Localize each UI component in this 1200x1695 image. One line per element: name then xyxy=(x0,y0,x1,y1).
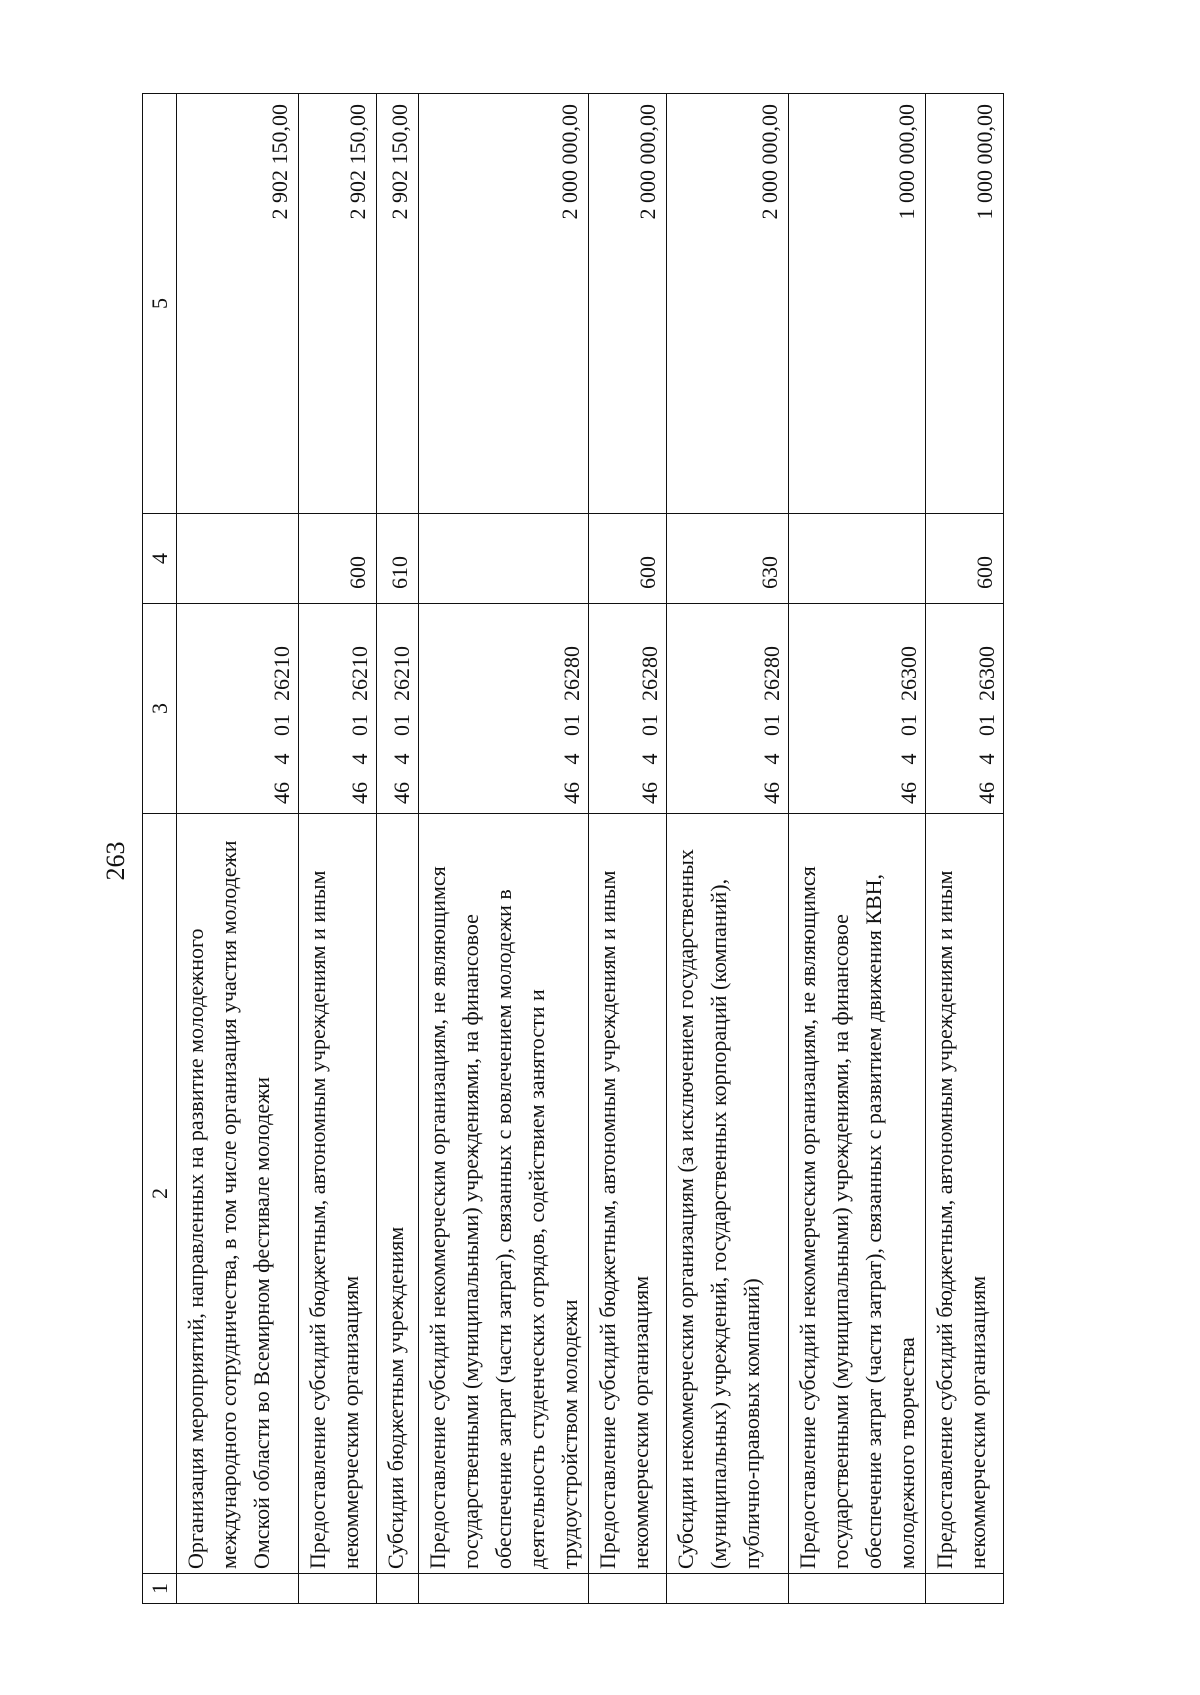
table-row xyxy=(589,94,667,1604)
header-col-2: 2 xyxy=(143,814,177,1574)
row-name: Предоставление субсидий некоммерческим организациям, не являющимся государственными (муниципальными) учреждениями, на финансовое обеспечение затрат (части затрат), связанных с вовлечением молодежи в деятельность студенческих отрядов, содействием занятости и трудоустройством молодежи xyxy=(419,814,589,1574)
code-part-4: 26280 xyxy=(637,646,662,701)
code-part-1: 46 xyxy=(559,782,584,804)
row-code xyxy=(419,604,589,814)
code-part-3: 01 xyxy=(269,714,294,736)
code-part-4: 26210 xyxy=(269,646,294,701)
row-code xyxy=(926,604,1004,814)
row-sum: 2 902 150,00 xyxy=(177,94,299,514)
row-type: 610 xyxy=(377,514,419,604)
table-row xyxy=(789,94,926,1604)
row-number xyxy=(926,1574,1004,1604)
row-name: Предоставление субсидий бюджетным, автономным учреждениям и иным некоммерческим организациям xyxy=(299,814,377,1574)
row-sum: 1 000 000,00 xyxy=(926,94,1004,514)
row-sum: 1 000 000,00 xyxy=(789,94,926,514)
code-part-2: 4 xyxy=(389,753,414,765)
code-part-3: 01 xyxy=(347,714,372,736)
code-part-2: 4 xyxy=(637,753,662,765)
row-type: 600 xyxy=(299,514,377,604)
header-col-4: 4 xyxy=(143,514,177,604)
row-number xyxy=(589,1574,667,1604)
code-part-2: 4 xyxy=(759,753,784,765)
code-part-1: 46 xyxy=(269,782,294,804)
row-number xyxy=(789,1574,926,1604)
row-number xyxy=(419,1574,589,1604)
row-sum: 2 000 000,00 xyxy=(419,94,589,514)
row-code xyxy=(177,604,299,814)
row-type xyxy=(789,514,926,604)
table-body xyxy=(177,94,1004,1604)
code-part-3: 01 xyxy=(974,714,999,736)
row-name: Предоставление субсидий бюджетным, автономным учреждениям и иным некоммерческим организациям xyxy=(926,814,1004,1574)
row-code xyxy=(589,604,667,814)
header-col-5: 5 xyxy=(143,94,177,514)
code-part-1: 46 xyxy=(637,782,662,804)
row-number xyxy=(177,1574,299,1604)
row-code xyxy=(377,604,419,814)
row-name: Организация мероприятий, направленных на развитие молодежного международного сотрудничества, в том числе организация участия молодежи Омской области во Всемирном фестивале молодежи xyxy=(177,814,299,1574)
row-sum: 2 902 150,00 xyxy=(299,94,377,514)
code-part-1: 46 xyxy=(974,782,999,804)
code-part-4: 26210 xyxy=(389,646,414,701)
row-type: 600 xyxy=(589,514,667,604)
code-part-2: 4 xyxy=(896,753,921,765)
code-part-1: 46 xyxy=(389,782,414,804)
row-code xyxy=(789,604,926,814)
header-row xyxy=(143,94,177,1604)
header-col-3: 3 xyxy=(143,604,177,814)
code-part-2: 4 xyxy=(269,753,294,765)
code-part-2: 4 xyxy=(974,753,999,765)
code-part-1: 46 xyxy=(759,782,784,804)
row-type xyxy=(419,514,589,604)
table-row xyxy=(926,94,1004,1604)
row-number xyxy=(377,1574,419,1604)
code-part-2: 4 xyxy=(559,753,584,765)
budget-table xyxy=(142,93,1004,1604)
table-row xyxy=(299,94,377,1604)
code-part-4: 26280 xyxy=(759,646,784,701)
code-part-3: 01 xyxy=(389,714,414,736)
table-row xyxy=(377,94,419,1604)
row-type: 630 xyxy=(667,514,789,604)
row-code xyxy=(667,604,789,814)
row-number xyxy=(667,1574,789,1604)
code-part-1: 46 xyxy=(896,782,921,804)
code-part-2: 4 xyxy=(347,753,372,765)
code-part-3: 01 xyxy=(559,714,584,736)
row-type: 600 xyxy=(926,514,1004,604)
code-part-4: 26210 xyxy=(347,646,372,701)
table-row xyxy=(177,94,299,1604)
row-name: Предоставление субсидий бюджетным, автономным учреждениям и иным некоммерческим организациям xyxy=(589,814,667,1574)
code-part-1: 46 xyxy=(347,782,372,804)
row-number xyxy=(299,1574,377,1604)
rotated-table-wrapper xyxy=(142,94,1058,1604)
row-sum: 2 000 000,00 xyxy=(667,94,789,514)
row-type xyxy=(177,514,299,604)
row-name: Субсидии бюджетным учреждениям xyxy=(377,814,419,1574)
code-part-4: 26280 xyxy=(559,646,584,701)
row-sum: 2 902 150,00 xyxy=(377,94,419,514)
row-name: Предоставление субсидий некоммерческим организациям, не являющимся государственными (муниципальными) учреждениями, на финансовое обеспечение затрат (части затрат), связанных с развитием движения КВН, молодежного творчества xyxy=(789,814,926,1574)
page-number: 263 xyxy=(101,841,130,881)
code-part-3: 01 xyxy=(637,714,662,736)
code-part-3: 01 xyxy=(759,714,784,736)
table-row xyxy=(667,94,789,1604)
row-sum: 2 000 000,00 xyxy=(589,94,667,514)
code-part-3: 01 xyxy=(896,714,921,736)
table-row xyxy=(419,94,589,1604)
code-part-4: 26300 xyxy=(974,646,999,701)
row-code xyxy=(299,604,377,814)
header-col-1: 1 xyxy=(143,1574,177,1604)
code-part-4: 26300 xyxy=(896,646,921,701)
row-name: Субсидии некоммерческим организациям (за исключением государственных (муниципальных) учреждений, государственных корпораций (компаний), публично-правовых компаний) xyxy=(667,814,789,1574)
